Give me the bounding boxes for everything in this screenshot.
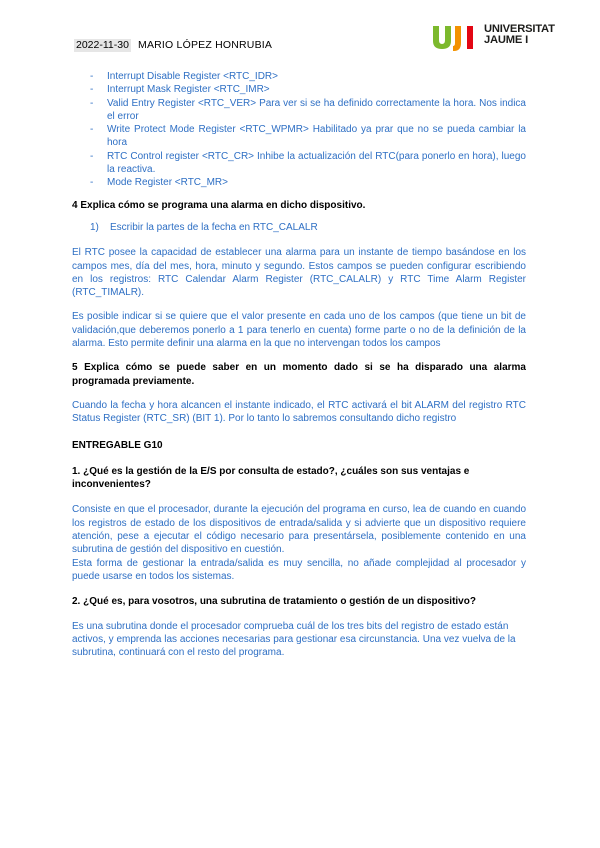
g10-q1-paragraph-1: Consiste en que el procesador, durante la ejecución del programa en curso, lea de cuando en cuando los registros de estado de los dispositivos de entrada/salida y si advierte que un dispositivo requiere atención, pese a ejecutar el código necesario para presentársela, posiblemente contenido en una subrutina de gestión del dispositivo en cuestión. bbox=[72, 504, 526, 556]
g10-question-1-title: 1. ¿Qué es la gestión de la E/S por consulta de estado?, ¿cuáles son sus ventajas e inconvenientes? bbox=[72, 465, 470, 491]
q4-paragraph-1: El RTC posee la capacidad de establecer una alarma para un instante de tiempo basándose en los campos mes, día del mes, hora, minuto y segundo. Estos campos se pueden configurar escribiendo en los registros: RTC Calendar Alarm Register (RTC_CALALR) y RTC Time Alarm Register (RTC_TIMALR). bbox=[72, 247, 526, 299]
list-item: - Valid Entry Register <RTC_VER> Para ver si se ha definido correctamente la hora. Nos indica el error bbox=[90, 97, 526, 122]
q4-paragraph-2: Es posible indicar si se quiere que el valor presente en cada uno de los campos (que tiene un bit de validación,que deberemos ponerlo a 1 para tenerlo en cuenta) forme parte o no de la definición de la alarma. Esto permite definir una alarma en la que no intervengan todos los campos bbox=[72, 311, 526, 350]
item-number: 1) bbox=[90, 221, 99, 233]
uji-logo-icon bbox=[432, 22, 482, 56]
g10-q2-paragraph-1: Es una subrutina donde el procesador comprueba cuál de los tres bits del registro de estado están activos, y emprenda las acciones necesarias para gestionar esa circunstancia. Una vez vuelva de la subrutina, continuará con el resto del programa. bbox=[72, 620, 516, 659]
header-date: 2022-11-30 bbox=[76, 39, 129, 51]
document-body bbox=[72, 70, 526, 659]
question-5-title: 5 Explica cómo se puede saber en un momento dado si se ha disparado una alarma programada previamente. bbox=[72, 362, 526, 387]
q5-paragraph-1: Cuando la fecha y hora alcancen el instante indicado, el RTC activará el bit ALARM del registro RTC Status Register (RTC_SR) (BIT 1). Por lo tanto lo sabremos consultando dicho registro bbox=[72, 399, 526, 425]
register-list bbox=[72, 70, 526, 190]
list-item: - RTC Control register <RTC_CR> Inhibe la actualización del RTC(para ponerlo en hora), luego la reactiva. bbox=[90, 150, 526, 176]
list-item: - Interrupt Disable Register <RTC_IDR> bbox=[90, 71, 278, 82]
entregable-heading: ENTREGABLE G10 bbox=[72, 439, 163, 451]
header-author: MARIO LÓPEZ HONRUBIA bbox=[138, 39, 273, 51]
question-4-title: 4 Explica cómo se programa una alarma en dicho dispositivo. bbox=[72, 199, 366, 211]
item-text: Escribir la partes de la fecha en RTC_CALALR bbox=[110, 221, 318, 233]
logo-line-2: JAUME I bbox=[484, 34, 528, 46]
page-header bbox=[74, 23, 574, 66]
g10-q1-paragraph-2: Esta forma de gestionar la entrada/salida es muy sencilla, no añade complejidad al procesador y puede usarse en todos los sistemas. bbox=[72, 557, 526, 582]
logo-text bbox=[484, 24, 555, 46]
list-item: - Mode Register <RTC_MR> bbox=[90, 177, 228, 189]
numbered-item bbox=[72, 221, 526, 234]
university-logo bbox=[432, 22, 568, 56]
g10-question-2-title: 2. ¿Qué es, para vosotros, una subrutina de tratamiento o gestión de un dispositivo? bbox=[72, 596, 476, 608]
list-item: - Write Protect Mode Register <RTC_WPMR> Habilitado ya prar que no se pueda cambiar la hora bbox=[90, 124, 526, 149]
list-item: - Interrupt Mask Register <RTC_IMR> bbox=[90, 84, 270, 96]
logo-line-1: UNIVERSITAT bbox=[484, 23, 555, 35]
